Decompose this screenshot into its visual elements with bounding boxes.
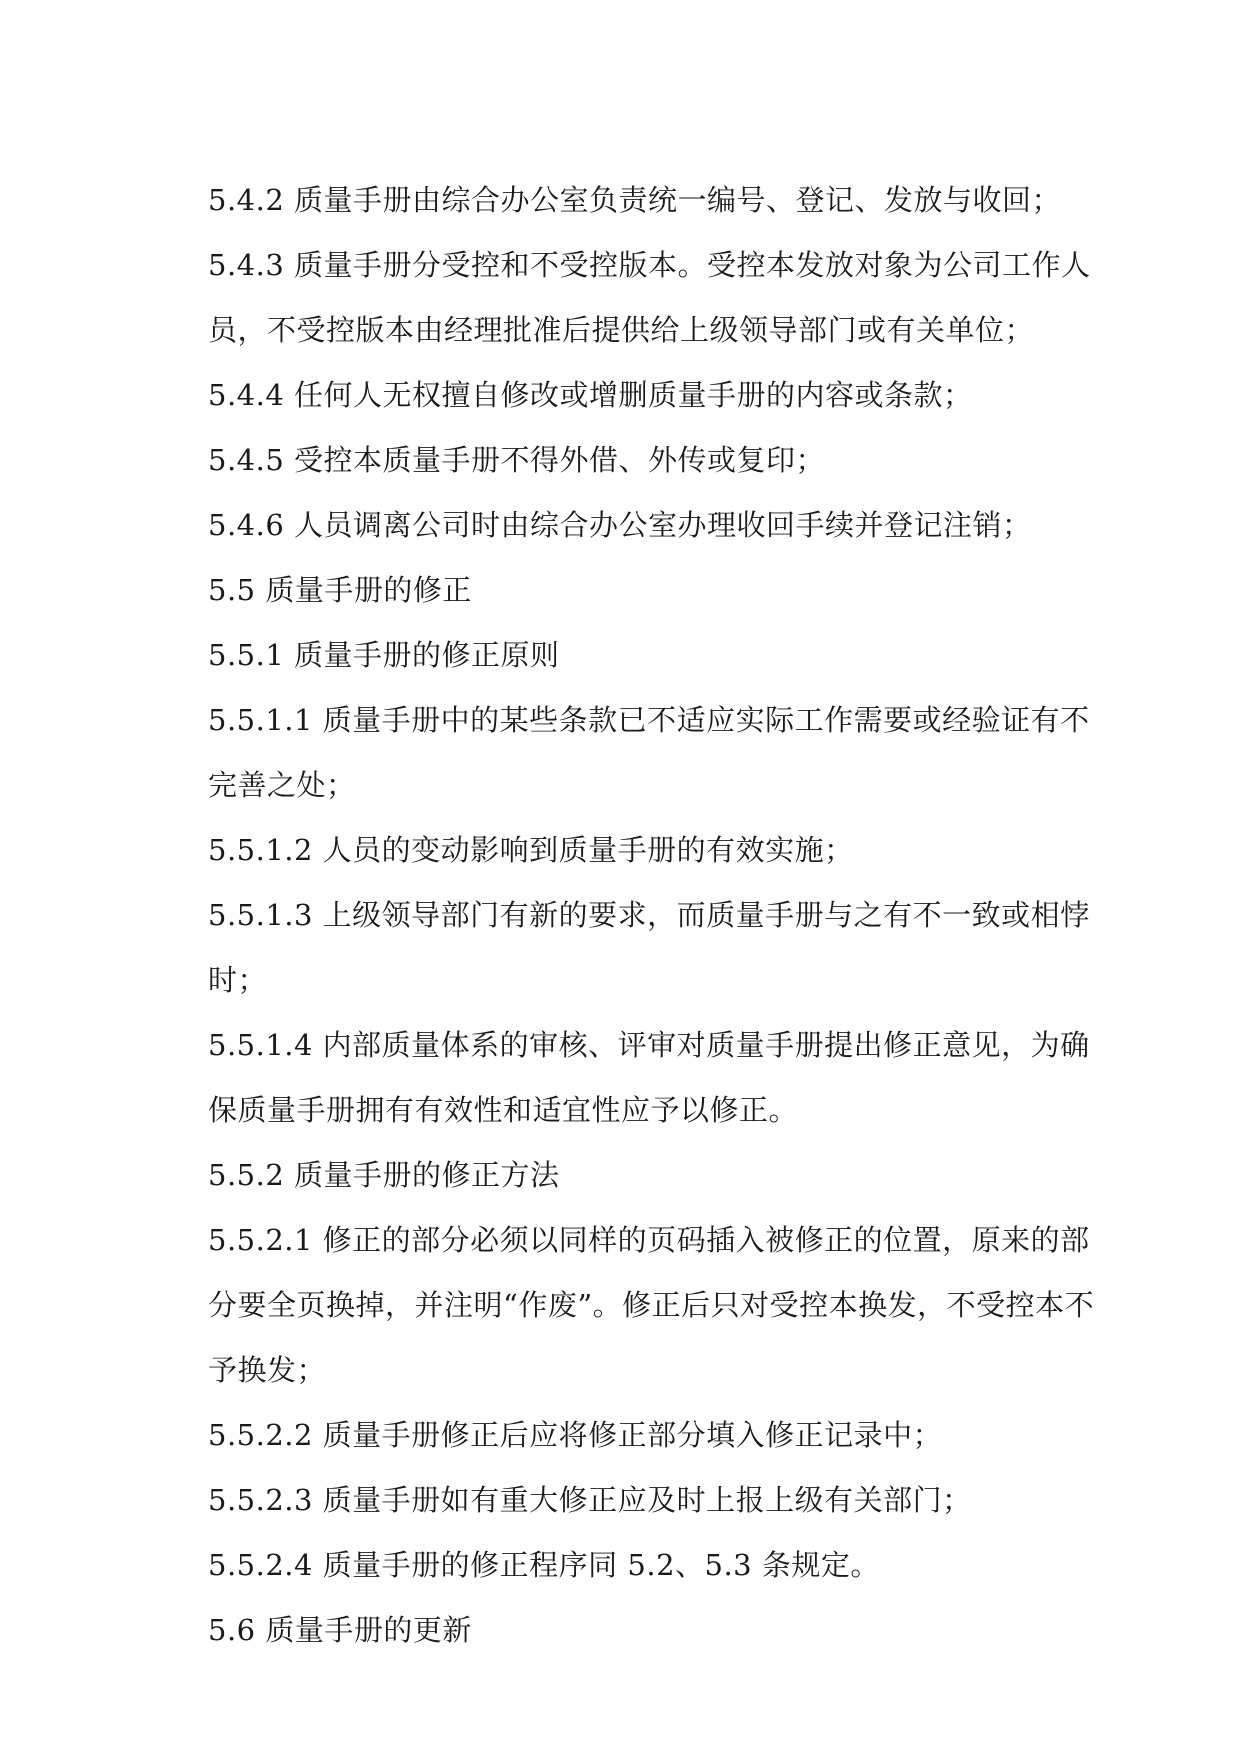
subsection-heading-5-5-2: 5.5.2 质量手册的修正方法 (208, 1158, 560, 1192)
document-body (208, 168, 1108, 1663)
clause-5-5-2-3: 5.5.2.3 质量手册如有重大修正应及时上报上级有关部门； (208, 1483, 972, 1517)
clause-5-4-4: 5.4.4 任何人无权擅自修改或增删质量手册的内容或条款； (208, 378, 973, 412)
clause-5-5-2-4: 5.5.2.4 质量手册的修正程序同 5.2、5.3 条规定。 (208, 1548, 880, 1582)
clause-5-5-1-2: 5.5.1.2 人员的变动影响到质量手册的有效实施； (208, 833, 854, 867)
subsection-heading-5-5-1: 5.5.1 质量手册的修正原则 (208, 638, 560, 672)
clause-5-4-5: 5.4.5 受控本质量手册不得外借、外传或复印； (208, 443, 826, 477)
clause-5-4-2: 5.4.2 质量手册由综合办公室负责统一编号、登记、发放与收回； (208, 183, 1062, 217)
clause-5-5-1-3: 5.5.1.3 上级领导部门有新的要求，而质量手册与之有不一致或相悖时； (208, 898, 1090, 997)
clause-5-5-1-4: 5.5.1.4 内部质量体系的审核、评审对质量手册提出修正意见，为确保质量手册拥有有效性和适宜性应予以修正。 (208, 1028, 1090, 1127)
clause-5-4-6: 5.4.6 人员调离公司时由综合办公室办理收回手续并登记注销； (208, 508, 1032, 542)
clause-5-4-3: 5.4.3 质量手册分受控和不受控版本。受控本发放对象为公司工作人员，不受控版本由经理批准后提供给上级领导部门或有关单位； (208, 248, 1091, 347)
section-heading-5-5: 5.5 质量手册的修正 (208, 573, 472, 607)
clause-5-5-1-1: 5.5.1.1 质量手册中的某些条款已不适应实际工作需要或经验证有不完善之处； (208, 703, 1090, 802)
clause-5-5-2-1: 5.5.2.1 修正的部分必须以同样的页码插入被修正的位置，原来的部分要全页换掉，并注明“作废”。修正后只对受控本换发，不受控本不予换发； (208, 1223, 1095, 1387)
clause-5-5-2-2: 5.5.2.2 质量手册修正后应将修正部分填入修正记录中； (208, 1418, 943, 1452)
section-heading-5-6: 5.6 质量手册的更新 (208, 1613, 472, 1647)
